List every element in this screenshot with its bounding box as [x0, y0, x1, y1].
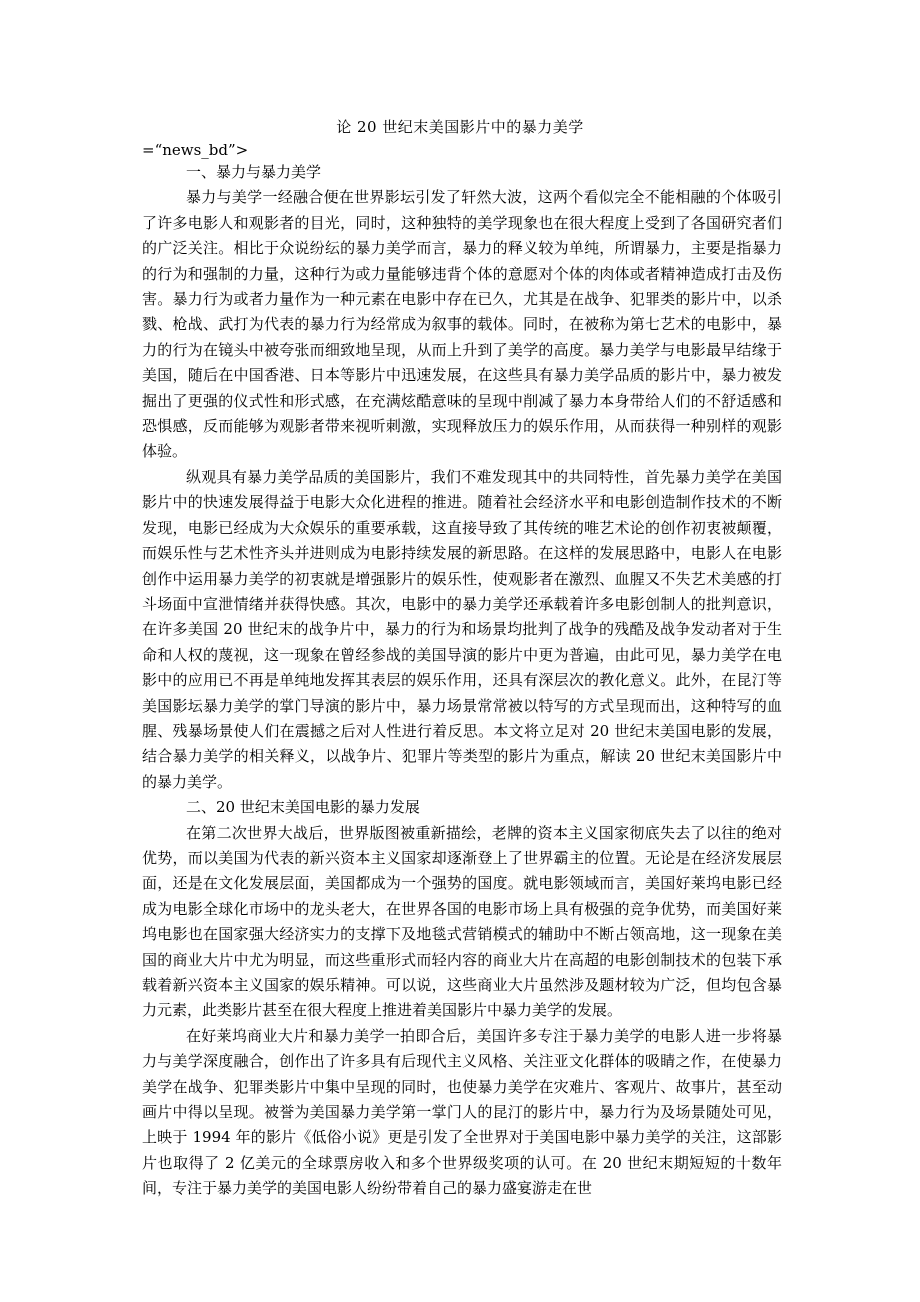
paragraph: 暴力与美学一经融合便在世界影坛引发了轩然大波，这两个看似完全不能相融的个体吸引了许多电影人和观影者的目光，同时，这种独特的美学现象也在很大程度上受到了各国研究者们的广泛关注。相比于众说纷纭的暴力美学而言，暴力的释义较为单纯，所谓暴力，主要是指暴力的行为和强制的力量，这种行为或力量能够违背个体的意愿对个体的肉体或者精神造成打击及伤害。暴力行为或者力量作为一种元素在电影中存在已久，尤其是在战争、犯罪类的影片中，以杀戮、枪战、武打为代表的暴力行为经常成为叙事的载体。同时，在被称为第七艺术的电影中，暴力的行为在镜头中被夸张而细致地呈现，从而上升到了美学的高度。暴力美学与电影最早结缘于美国，随后在中国香港、日本等影片中迅速发展，在这些具有暴力美学品质的影片中，暴力被发掘出了更强的仪式性和形式感，在充满炫酷意味的呈现中削减了暴力本身带给人们的不舒适感和恐惧感，反而能够为观影者带来视听刺激，实现释放压力的娱乐作用，从而获得一种别样的观影体验。: [142, 188, 782, 461]
paragraph: 纵观具有暴力美学品质的美国影片，我们不难发现其中的共同特性，首先暴力美学在美国影片中的快速发展得益于电影大众化进程的推进。随着社会经济水平和电影创造制作技术的不断发现，电影已经成为大众娱乐的重要承载，这直接导致了其传统的唯艺术论的创作初衷被颠覆，而娱乐性与艺术性齐头并进则成为电影持续发展的新思路。在这样的发展思路中，电影人在电影创作中运用暴力美学的初衷就是增强影片的娱乐性，使观影者在激烈、血腥又不失艺术美感的打斗场面中宣泄情绪并获得快感。其次，电影中的暴力美学还承载着许多电影创制人的批判意识，在许多美国 20 世纪末的战争片中，暴力的行为和场景均批判了战争的残酷及战争发动者对于生命和人权的蔑视，这一现象在曾经参战的美国导演的影片中更为普遍，由此可见，暴力美学在电影中的应用已不再是单纯地发挥其表层的娱乐作用，还具有深层次的教化意义。此外，在昆汀等美国影坛暴力美学的掌门导演的影片中，暴力场景常常被以特写的方式呈现而出，这种特写的血腥、残暴场景使人们在震撼之后对人性进行着反思。本文将立足对 20 世纪末美国电影的发展，结合暴力美学的相关释义，以战争片、犯罪片等类型的影片为重点，解读 20 世纪末美国影片中的暴力美学。: [142, 467, 782, 791]
section-heading: 一、暴力与暴力美学: [186, 163, 322, 181]
document-title: 论 20 世纪末美国影片中的暴力美学: [336, 118, 584, 136]
paragraph: 在第二次世界大战后，世界版图被重新描绘，老牌的资本主义国家彻底失去了以往的绝对优势，而以美国为代表的新兴资本主义国家却逐渐登上了世界霸主的位置。无论是在经济发展层面，还是在文化发展层面，美国都成为一个强势的国度。就电影领域而言，美国好莱坞电影已经成为电影全球化市场中的龙头老大，在世界各国的电影市场上具有极强的竞争优势，而美国好莱坞电影也在国家强大经济实力的支撑下及地毯式营销模式的辅助中不断占领高地，这一现象在美国的商业大片中尤为明显，而这些重形式而轻内容的商业大片在高超的电影创制技术的包装下承载着新兴资本主义国家的娱乐精神。可以说，这些商业大片虽然涉及题材较为广泛，但均包含暴力元素，此类影片甚至在很大程度上推进着美国影片中暴力美学的发展。: [142, 823, 782, 1020]
section-heading: 二、20 世纪末美国电影的暴力发展: [186, 798, 420, 817]
document-body: [142, 160, 782, 1202]
html-code-fragment: =“news_bd”>: [142, 141, 249, 159]
paragraph: 在好莱坞商业大片和暴力美学一拍即合后，美国许多专注于暴力美学的电影人进一步将暴力与美学深度融合，创作出了许多具有后现代主义风格、关注亚文化群体的吸睛之作，在使暴力美学在战争、犯罪类影片中集中呈现的同时，也使暴力美学在灾难片、客观片、故事片，甚至动画片中得以呈现。被誉为美国暴力美学第一掌门人的昆汀的影片中，暴力行为及场景随处可见，上映于 1994 年的影片《低俗小说》更是引发了全世界对于美国电影中暴力美学的关注，这部影片也取得了 2 亿美元的全球票房收入和多个世界级奖项的认可。在 20 世纪末期短短的十数年间，专注于暴力美学的美国电影人纷纷带着自己的暴力盛宴游走在世: [142, 1026, 782, 1198]
